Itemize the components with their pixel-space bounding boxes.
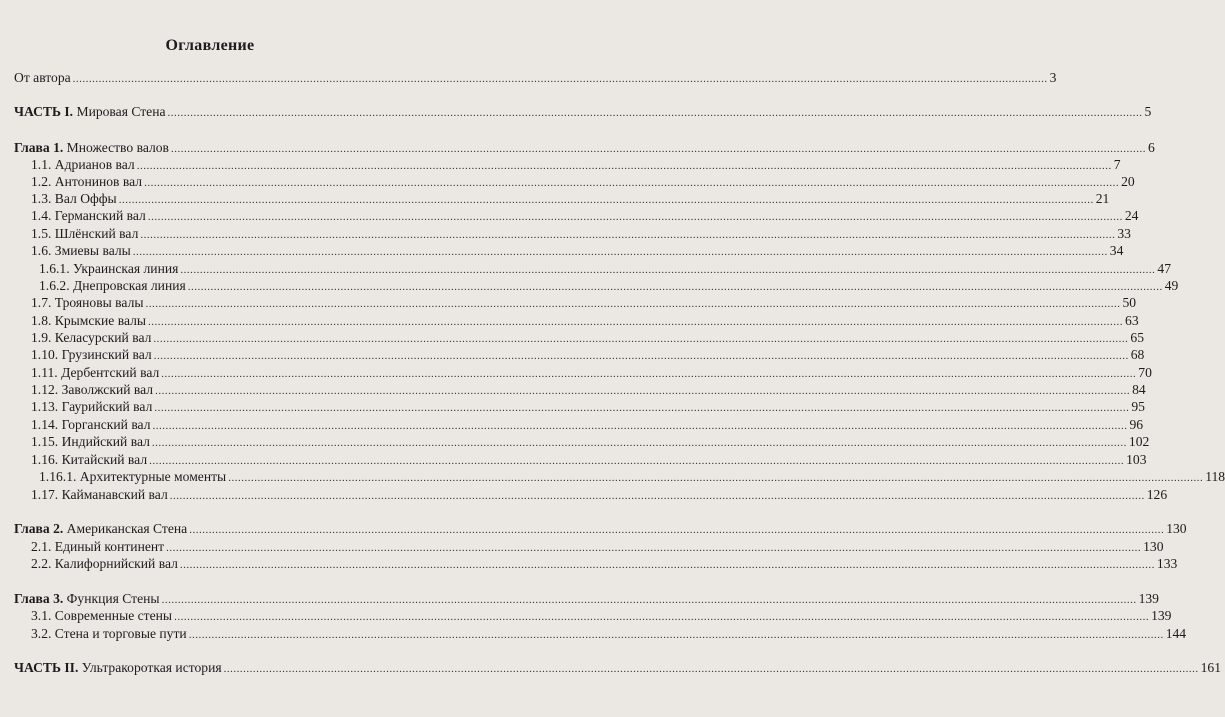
toc-entry-page-number: 68	[1130, 347, 1145, 362]
toc-entry-label	[31, 173, 142, 190]
toc-entry-label	[31, 451, 147, 468]
dot-leader: ............................................................................................................................................................................................................................................................................................................	[187, 281, 1163, 293]
toc-entry-label	[14, 103, 166, 120]
toc-entry-label	[39, 277, 186, 294]
dot-leader: ............................................................................................................................................................................................................................................................................................................	[118, 194, 1094, 206]
toc-entry-prefix: Глава 1.	[14, 140, 64, 155]
toc-entry-text: 1.4. Германский вал	[31, 208, 146, 223]
toc-entry-page-number: 50	[1122, 295, 1137, 310]
toc-entry-page-number: 7	[1113, 157, 1121, 172]
dot-leader: ............................................................................................................................................................................................................................................................................................................	[167, 107, 1143, 119]
dot-leader: ............................................................................................................................................................................................................................................................................................................	[151, 437, 1127, 449]
toc-entry	[31, 294, 1137, 313]
toc-entry	[31, 398, 1145, 417]
dot-leader: ............................................................................................................................................................................................................................................................................................................	[180, 264, 1156, 276]
dot-leader: ............................................................................................................................................................................................................................................................................................................	[189, 524, 1165, 536]
toc-entry-label	[31, 416, 151, 433]
dot-leader: ............................................................................................................................................................................................................................................................................................................	[147, 211, 1123, 223]
toc-entry-text: 1.6.2. Днепровская линия	[39, 278, 186, 293]
toc-entry-text: Ультракороткая история	[78, 660, 222, 675]
dot-leader: ............................................................................................................................................................................................................................................................................................................	[153, 350, 1129, 362]
toc-entry-text: Американская Стена	[63, 521, 188, 536]
toc-entry-page-number: 34	[1109, 243, 1124, 258]
dot-leader: ............................................................................................................................................................................................................................................................................................................	[154, 402, 1130, 414]
dot-leader: ............................................................................................................................................................................................................................................................................................................	[161, 594, 1137, 606]
dot-leader: ............................................................................................................................................................................................................................................................................................................	[144, 177, 1120, 189]
toc-entry	[14, 103, 1152, 122]
toc-entry-text: 1.16. Китайский вал	[31, 452, 148, 467]
toc-entry-label	[31, 555, 178, 572]
toc-entry-page-number: 33	[1117, 226, 1131, 241]
toc-entry-text: 1.15. Индийский вал	[31, 434, 150, 449]
toc-entry-page-number: 63	[1125, 313, 1139, 328]
toc-entry-label	[14, 590, 160, 607]
dot-leader: ............................................................................................................................................................................................................................................................................................................	[166, 542, 1142, 554]
toc-entry-text: 1.14. Горганский вал	[31, 417, 151, 432]
dot-leader: ............................................................................................................................................................................................................................................................................................................	[155, 385, 1131, 397]
toc-entry-label	[39, 260, 178, 277]
toc-entry-label	[31, 294, 144, 311]
toc-entry-page-number: 102	[1128, 434, 1150, 449]
toc-entry-page-number: 20	[1121, 174, 1135, 189]
toc-entry-label	[31, 433, 150, 450]
toc-entry-page-number: 84	[1132, 382, 1146, 397]
dot-leader: ............................................................................................................................................................................................................................................................................................................	[152, 420, 1128, 432]
toc-entry-page-number: 118	[1205, 469, 1225, 484]
toc-entry-text: 1.13. Гаурийский вал	[31, 399, 153, 414]
dot-leader: ............................................................................................................................................................................................................................................................................................................	[140, 229, 1116, 241]
toc-entry-label	[31, 207, 146, 224]
toc-entry-page-number: 5	[1144, 104, 1152, 119]
toc-entry-text: 1.17. Кайманавский вал	[31, 487, 168, 502]
toc-entry-prefix: Глава 2.	[14, 521, 64, 536]
toc-entry-label	[31, 225, 138, 242]
toc-entry-page-number: 133	[1156, 556, 1178, 571]
toc-entry-label	[31, 190, 117, 207]
dot-leader: ............................................................................................................................................................................................................................................................................................................	[228, 472, 1204, 484]
toc-entry	[39, 468, 1225, 487]
toc-entry-text: 1.8. Крымские валы	[31, 313, 147, 328]
toc-entry-page-number: 144	[1165, 626, 1187, 641]
dot-leader: ............................................................................................................................................................................................................................................................................................................	[149, 455, 1125, 467]
toc-entry-page-number: 139	[1151, 608, 1172, 623]
dot-leader: ............................................................................................................................................................................................................................................................................................................	[223, 663, 1199, 675]
toc-entry-page-number: 21	[1095, 191, 1110, 206]
toc-entry-label	[14, 69, 71, 86]
toc-entry-page-number: 96	[1129, 417, 1144, 432]
toc-entry	[31, 625, 1187, 644]
dot-leader: ............................................................................................................................................................................................................................................................................................................	[161, 368, 1137, 380]
toc-entry-page-number: 161	[1200, 660, 1221, 675]
toc-entry-label	[31, 538, 164, 555]
toc-entry-text: 1.3. Вал Оффы	[31, 191, 117, 206]
dot-leader: ............................................................................................................................................................................................................................................................................................................	[72, 73, 1048, 85]
toc-entry-page-number: 47	[1157, 261, 1171, 276]
toc-entry-text: 1.1. Адрианов вал	[31, 157, 135, 172]
toc-entry-page-number: 139	[1138, 591, 1159, 606]
toc-entry-text: 1.9. Келасурский вал	[31, 330, 152, 345]
toc-entry-text: 2.1. Единый континент	[31, 539, 165, 554]
toc-entry	[14, 69, 1057, 88]
toc-entry-text: 3.1. Современные стены	[31, 608, 173, 623]
dot-leader: ............................................................................................................................................................................................................................................................................................................	[148, 316, 1124, 328]
toc-entry	[31, 242, 1124, 261]
toc-entry-text: 2.2. Калифорнийский вал	[31, 556, 178, 571]
toc-entry	[31, 607, 1172, 626]
toc-entry-label	[31, 312, 146, 329]
toc-entry-text: 1.12. Заволжский вал	[31, 382, 154, 397]
toc-entry-label	[31, 607, 172, 624]
toc-entry	[31, 346, 1145, 365]
toc-entry-label	[14, 520, 187, 537]
toc-entry-label	[39, 468, 226, 485]
toc-entry-text: 1.6.1. Украинская линия	[39, 261, 179, 276]
toc-entry-page-number: 126	[1146, 487, 1168, 502]
toc-entry-page-number: 103	[1126, 452, 1147, 467]
toc-entry-label	[31, 625, 187, 642]
toc-entry-label	[31, 329, 151, 346]
toc-entry-prefix: Глава 3.	[14, 591, 64, 606]
dot-leader: ............................................................................................................................................................................................................................................................................................................	[174, 611, 1150, 623]
toc-entry-page-number: 24	[1124, 208, 1139, 223]
toc-entry-page-number: 70	[1138, 365, 1152, 380]
dot-leader: ............................................................................................................................................................................................................................................................................................................	[136, 160, 1112, 172]
toc-entry-text: 1.7. Трояновы валы	[31, 295, 144, 310]
dot-leader: ............................................................................................................................................................................................................................................................................................................	[145, 298, 1121, 310]
toc-entry-page-number: 95	[1131, 399, 1145, 414]
toc-entry-page-number: 65	[1130, 330, 1144, 345]
toc-entry	[31, 555, 1178, 574]
toc-entry-label	[31, 156, 135, 173]
toc-entry-prefix: ЧАСТЬ I.	[14, 104, 74, 119]
toc-entry-page-number: 130	[1166, 521, 1187, 536]
toc-entry-page-number: 130	[1143, 539, 1164, 554]
toc-entry-label	[31, 346, 152, 363]
toc-entry-text: 1.6. Змиевы валы	[31, 243, 131, 258]
toc-entry	[14, 659, 1221, 678]
toc-entry-label	[31, 486, 168, 503]
toc-entry-text: 3.2. Стена и торговые пути	[31, 626, 187, 641]
toc-entry-label	[31, 381, 153, 398]
dot-leader: ............................................................................................................................................................................................................................................................................................................	[132, 246, 1108, 258]
toc-entry-page-number: 6	[1147, 140, 1155, 155]
toc-entry-label	[14, 139, 169, 156]
toc-entry-text: От автора	[14, 70, 71, 85]
toc-entry-label	[31, 398, 152, 415]
toc-entry	[31, 486, 1168, 505]
toc-entry-label	[14, 659, 222, 676]
toc-entry-page-number: 49	[1164, 278, 1179, 293]
toc-entry	[31, 433, 1150, 452]
toc-entry-text: 1.10. Грузинский вал	[31, 347, 152, 362]
dot-leader: ............................................................................................................................................................................................................................................................................................................	[188, 629, 1164, 641]
toc-entry-label	[31, 364, 159, 381]
toc-entry-page-number: 3	[1049, 70, 1057, 85]
toc-entry-text: 1.2. Антонинов вал	[31, 174, 143, 189]
toc-entry-text: Мировая Стена	[73, 104, 166, 119]
toc-entry	[14, 520, 1187, 539]
toc-entry-prefix: ЧАСТЬ II.	[14, 660, 79, 675]
toc-entry-text: 1.11. Дербентский вал	[31, 365, 160, 380]
toc-entry-label	[31, 242, 131, 259]
toc-entry-text: 1.5. Шлёнский вал	[31, 226, 139, 241]
dot-leader: ............................................................................................................................................................................................................................................................................................................	[153, 333, 1129, 345]
dot-leader: ............................................................................................................................................................................................................................................................................................................	[169, 490, 1145, 502]
toc-entry	[31, 207, 1139, 226]
dot-leader: ............................................................................................................................................................................................................................................................................................................	[179, 559, 1155, 571]
toc-entry-text: 1.16.1. Архитектурные моменты	[39, 469, 227, 484]
toc-entry-text: Множество валов	[63, 140, 169, 155]
toc-title: Оглавление	[165, 37, 255, 54]
dot-leader: ............................................................................................................................................................................................................................................................................................................	[170, 143, 1146, 155]
toc-entry-text: Функция Стены	[63, 591, 160, 606]
